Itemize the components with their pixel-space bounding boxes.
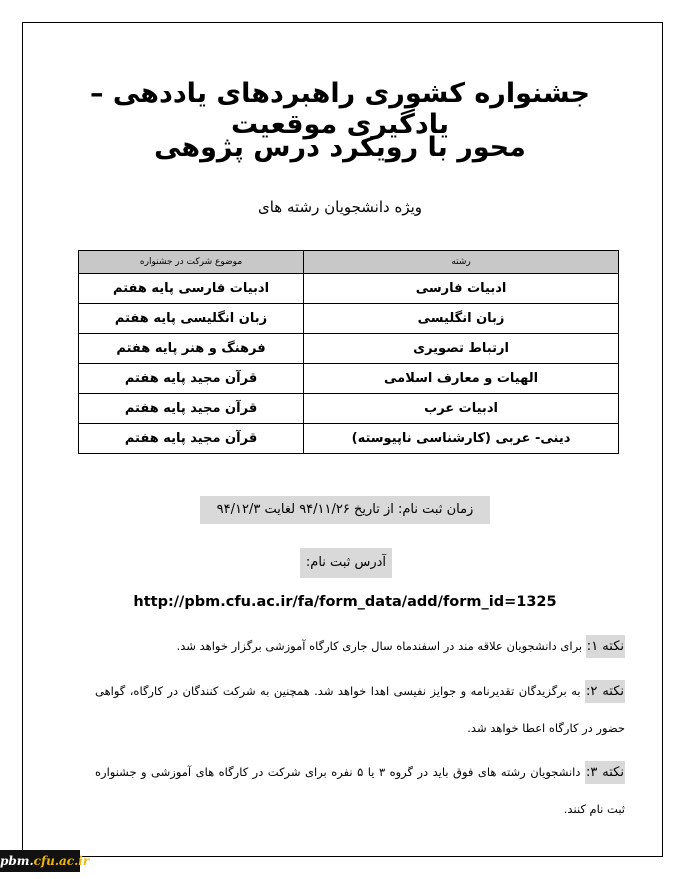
header-topic: موضوع شرکت در جشنواره — [79, 251, 304, 274]
cell-field: ارتباط تصویری — [304, 334, 619, 364]
site-logo — [0, 850, 90, 872]
cell-topic: زبان انگلیسی پایه هفتم — [79, 304, 304, 334]
cell-field: ادبیات فارسی — [304, 274, 619, 304]
cell-topic: قرآن مجید پایه هفتم — [79, 364, 304, 394]
cell-field: ادبیات عرب — [304, 394, 619, 424]
note-2 — [95, 673, 625, 746]
title-line-1: جشنواره کشوری راهبردهای یاددهی – یادگیری موقعیت — [90, 78, 590, 140]
note-label: نکته ۲: — [585, 680, 625, 703]
registration-time: زمان ثبت نام: از تاریخ ۹۴/۱۱/۲۶ لغایت ۹۴/۱۲/۳ — [200, 496, 490, 524]
cell-topic: قرآن مجید پایه هفتم — [79, 424, 304, 454]
note-label: نکته ۳: — [585, 761, 625, 784]
logo-part-1: pbm. — [0, 854, 34, 868]
table-row — [79, 424, 619, 454]
courses-table — [78, 250, 619, 454]
note-text: برای دانشجویان علاقه مند در اسفندماه سال جاری کارگاه آموزشی برگزار خواهد شد. — [176, 639, 586, 653]
note-1 — [95, 628, 625, 665]
subtitle: ویژه دانشجویان رشته های — [257, 198, 423, 216]
note-text: دانشجویان رشته های فوق باید در گروه ۳ یا ۵ نفره برای شرکت در کارگاه های آموزشی و جشنواره ثبت نام کنند. — [95, 765, 625, 816]
cell-field: دینی- عربی (کارشناسی ناپیوسته) — [304, 424, 619, 454]
note-text: به برگزیدگان تقدیرنامه و جوایز نفیسی اهدا خواهد شد. همچنین به شرکت کنندگان در کارگاه، گواهی حضور در کارگاه اعطا خواهد شد. — [95, 684, 625, 735]
cell-topic: ادبیات فارسی پایه هفتم — [79, 274, 304, 304]
header-field: رشته — [304, 251, 619, 274]
table-row — [79, 334, 619, 364]
cell-topic: قرآن مجید پایه هفتم — [79, 394, 304, 424]
table-header-row — [79, 251, 619, 274]
table-row — [79, 364, 619, 394]
registration-url[interactable]: http://pbm.cfu.ac.ir/fa/form_data/add/form_id=1325 — [133, 594, 557, 610]
cell-field: الهیات و معارف اسلامی — [304, 364, 619, 394]
table-row — [79, 394, 619, 424]
table-row — [79, 304, 619, 334]
title-line-2: محور با رویکرد درس پژوهی — [154, 132, 526, 163]
cell-field: زبان انگلیسی — [304, 304, 619, 334]
cell-topic: فرهنگ و هنر پایه هفتم — [79, 334, 304, 364]
logo-part-2: cfu.ac.ir — [33, 854, 90, 868]
registration-address-label: آدرس ثبت نام: — [300, 548, 392, 578]
note-3 — [95, 754, 625, 827]
table-row — [79, 274, 619, 304]
note-label: نکته ۱: — [586, 635, 625, 658]
